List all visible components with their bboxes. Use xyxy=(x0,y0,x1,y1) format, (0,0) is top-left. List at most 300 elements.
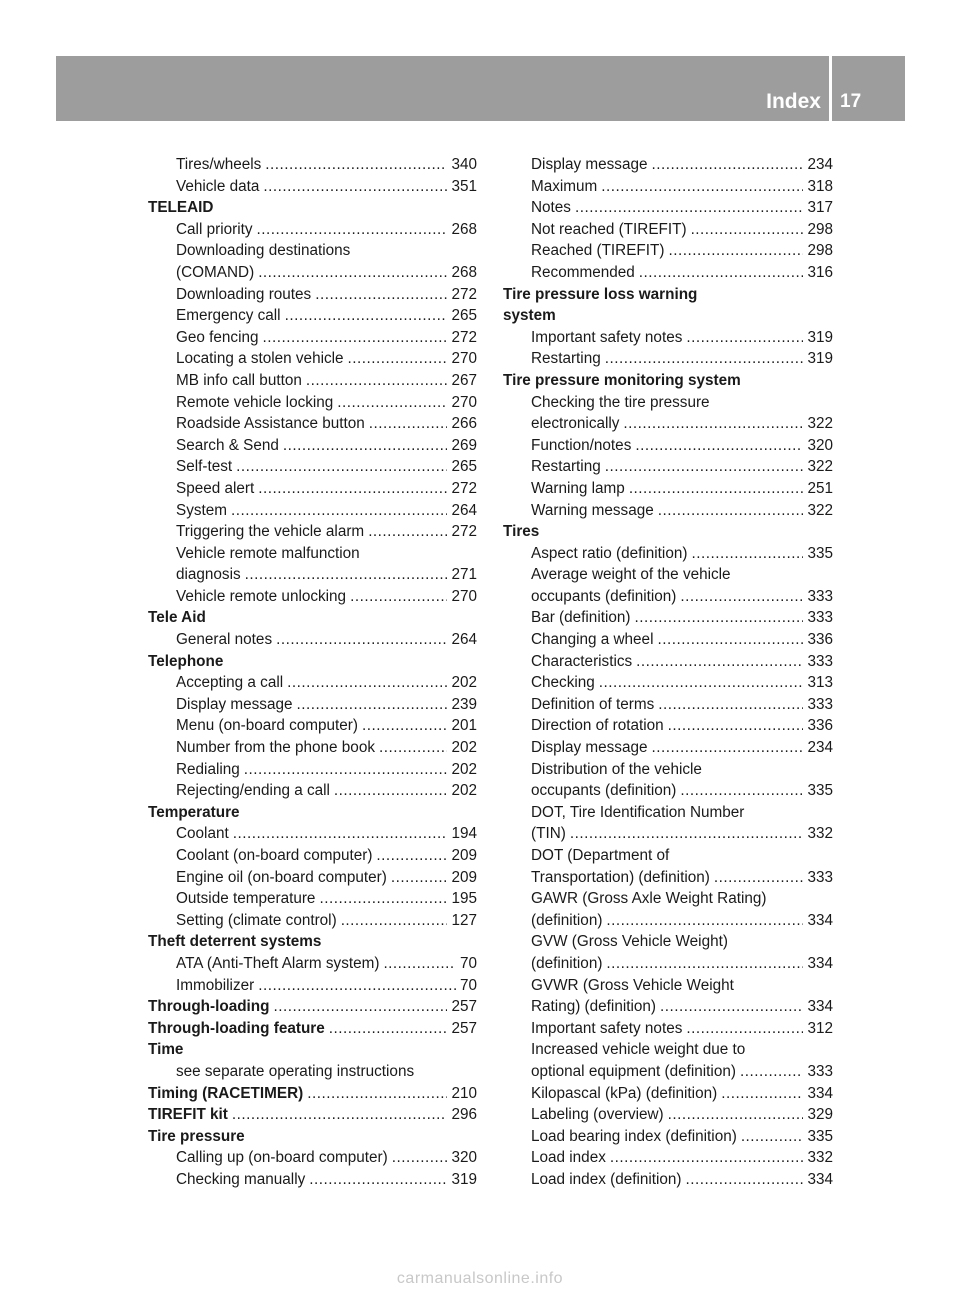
index-entry xyxy=(503,1169,833,1191)
index-page-ref: 320 xyxy=(451,1149,477,1167)
index-entry xyxy=(148,1104,477,1126)
index-column-left xyxy=(148,154,477,1191)
dot-leader xyxy=(383,953,456,975)
index-entry xyxy=(503,910,833,932)
index-page-ref: 333 xyxy=(807,587,833,605)
index-entry-text: Distribution of the vehicle xyxy=(531,760,702,778)
index-entry xyxy=(148,521,477,543)
index-page-ref: 319 xyxy=(451,1170,477,1188)
index-entry-text: Triggering the vehicle alarm xyxy=(176,523,365,541)
index-page-ref: 251 xyxy=(807,479,833,497)
dot-leader xyxy=(348,348,448,370)
index-entry-continued xyxy=(148,240,477,262)
dot-leader xyxy=(276,629,447,651)
index-page-ref: 334 xyxy=(807,954,833,972)
footer-watermark: carmanualsonline.info xyxy=(396,1270,564,1287)
index-entry xyxy=(148,715,477,737)
index-entry xyxy=(503,1147,833,1169)
index-heading-text: Tire pressure monitoring system xyxy=(503,371,741,389)
index-entry xyxy=(148,219,477,241)
dot-leader xyxy=(274,996,448,1018)
dot-leader xyxy=(309,1169,447,1191)
index-page-ref: 209 xyxy=(451,868,477,886)
index-entry-text: Calling up (on-board computer) xyxy=(176,1149,388,1167)
index-entry xyxy=(503,435,833,457)
index-entry xyxy=(148,1083,477,1105)
index-page-ref: 272 xyxy=(451,328,477,346)
index-page-ref: 332 xyxy=(807,1149,833,1167)
index-entry xyxy=(503,154,833,176)
index-page-ref: 268 xyxy=(451,220,477,238)
index-heading xyxy=(148,651,477,673)
index-heading xyxy=(503,521,833,543)
index-entry-text: Menu (on-board computer) xyxy=(176,717,358,735)
index-heading xyxy=(503,305,833,327)
dot-leader xyxy=(257,219,448,241)
index-page-ref: 334 xyxy=(807,998,833,1016)
index-entry-text: Load bearing index (definition) xyxy=(531,1127,737,1145)
index-entry-text: Function/notes xyxy=(531,436,632,454)
index-heading-text: Telephone xyxy=(148,652,224,670)
index-entry-text: Checking xyxy=(531,674,595,692)
index-column-right xyxy=(503,154,833,1191)
dot-leader xyxy=(283,435,448,457)
index-entry xyxy=(148,176,477,198)
dot-leader xyxy=(368,521,447,543)
page-number: 17 xyxy=(840,91,862,112)
index-entry xyxy=(148,737,477,759)
index-entry xyxy=(503,413,833,435)
index-entry-continued xyxy=(503,1039,833,1061)
index-entry-text: occupants (definition) xyxy=(531,587,677,605)
index-entry-text: GVWR (Gross Vehicle Weight xyxy=(531,976,734,994)
index-page-ref: 340 xyxy=(451,156,477,173)
index-page-ref: 264 xyxy=(451,501,477,519)
index-page-ref: 209 xyxy=(451,847,477,864)
index-entry-text: Changing a wheel xyxy=(531,631,654,649)
dot-leader xyxy=(691,219,804,241)
index-entry-text: Restarting xyxy=(531,350,601,368)
dot-leader xyxy=(392,1147,448,1169)
index-entry-text: Accepting a call xyxy=(176,674,284,692)
index-page-ref: 320 xyxy=(807,436,833,454)
index-entry xyxy=(503,1126,833,1148)
index-entry-text: Display message xyxy=(531,739,648,757)
index-page-ref: 270 xyxy=(451,350,477,368)
index-entry-text: Remote vehicle locking xyxy=(176,393,334,411)
dot-leader xyxy=(668,715,804,737)
dot-leader xyxy=(287,672,447,694)
index-page-ref: 335 xyxy=(807,544,833,562)
index-entry-text: Checking manually xyxy=(176,1170,306,1188)
index-page-ref: 316 xyxy=(807,263,833,281)
header-separator xyxy=(829,56,832,121)
index-page-ref: 70 xyxy=(459,976,477,994)
dot-leader xyxy=(233,823,448,845)
index-page-ref: 336 xyxy=(807,631,833,649)
index-entry-text: Coolant (on-board computer) xyxy=(176,847,373,864)
index-entry-text: Warning message xyxy=(531,501,654,519)
index-page-ref: 312 xyxy=(807,1019,833,1037)
index-entry xyxy=(148,284,477,306)
index-page-ref: 70 xyxy=(459,954,477,972)
index-entry xyxy=(148,586,477,608)
index-heading-text: Theft deterrent systems xyxy=(148,933,322,951)
dot-leader xyxy=(610,1147,804,1169)
dot-leader xyxy=(258,975,456,997)
index-entry-text: Downloading destinations xyxy=(176,242,351,260)
dot-leader xyxy=(258,478,447,500)
index-page-ref: 333 xyxy=(807,868,833,886)
index-entry-text: Checking the tire pressure xyxy=(531,393,710,411)
index-page-ref: 269 xyxy=(451,436,477,454)
index-heading-text: Time xyxy=(148,1041,184,1059)
index-page-ref: 319 xyxy=(807,350,833,368)
index-page-ref: 335 xyxy=(807,1127,833,1145)
dot-leader xyxy=(721,1083,803,1105)
index-entry-text: (definition) xyxy=(531,954,603,972)
dot-leader xyxy=(244,759,448,781)
index-page-ref: 322 xyxy=(807,501,833,519)
index-entry-text: Immobilizer xyxy=(176,976,255,994)
index-heading-text: Tele Aid xyxy=(148,609,206,627)
dot-leader xyxy=(285,305,448,327)
index-entry-text: Average weight of the vehicle xyxy=(531,566,731,584)
index-entry-text: Through-loading xyxy=(148,998,270,1016)
index-entry xyxy=(148,910,477,932)
dot-leader xyxy=(575,197,804,219)
index-entry-text: Kilopascal (kPa) (definition) xyxy=(531,1084,718,1102)
index-entry xyxy=(148,694,477,716)
index-entry-text: Speed alert xyxy=(176,479,255,497)
index-entry xyxy=(148,327,477,349)
index-entry-text: General notes xyxy=(176,631,273,649)
index-page-ref: 272 xyxy=(451,285,477,303)
dot-leader xyxy=(605,456,804,478)
dot-leader xyxy=(623,413,803,435)
index-page-ref: 272 xyxy=(451,479,477,497)
index-page-ref: 202 xyxy=(451,674,477,692)
dot-leader xyxy=(369,413,448,435)
dot-leader xyxy=(570,823,804,845)
index-entry xyxy=(503,586,833,608)
index-entry-continued xyxy=(503,802,833,824)
index-entry xyxy=(148,392,477,414)
index-entry-text: Timing (RACETIMER) xyxy=(148,1084,304,1102)
index-entry-continued xyxy=(503,392,833,414)
index-entry xyxy=(148,953,477,975)
dot-leader xyxy=(740,1061,804,1083)
index-page-ref: 335 xyxy=(807,782,833,800)
index-entry-text: Load index xyxy=(531,1149,606,1167)
dot-leader xyxy=(691,543,803,565)
index-entry-text: occupants (definition) xyxy=(531,782,677,800)
dot-leader xyxy=(634,607,803,629)
index-entry-text: Call priority xyxy=(176,220,253,238)
index-entry-text: Locating a stolen vehicle xyxy=(176,350,344,368)
index-entry xyxy=(148,629,477,651)
index-entry xyxy=(148,780,477,802)
index-entry xyxy=(148,1169,477,1191)
index-entry-text: Load index (definition) xyxy=(531,1170,682,1188)
index-entry xyxy=(148,823,477,845)
index-page-ref: 234 xyxy=(807,739,833,757)
index-heading-text: system xyxy=(503,307,556,325)
index-page-ref: 195 xyxy=(451,890,477,908)
dot-leader xyxy=(334,780,448,802)
dot-leader xyxy=(668,240,803,262)
index-entry-text: see separate operating instructions xyxy=(176,1062,415,1080)
dot-leader xyxy=(329,1018,448,1040)
index-entry xyxy=(503,197,833,219)
index-page-ref: 194 xyxy=(451,825,477,843)
dot-leader xyxy=(714,867,804,889)
index-heading-text: Tire pressure xyxy=(148,1127,245,1145)
index-entry xyxy=(148,759,477,781)
index-entry xyxy=(503,348,833,370)
dot-leader xyxy=(296,694,447,716)
index-page-ref: 202 xyxy=(451,739,477,757)
dot-leader xyxy=(686,1018,803,1040)
index-entry-text: Warning lamp xyxy=(531,479,625,497)
index-entry xyxy=(148,262,477,284)
dot-leader xyxy=(686,327,803,349)
dot-leader xyxy=(660,996,803,1018)
index-entry-continued xyxy=(503,845,833,867)
index-page-ref: 334 xyxy=(807,911,833,929)
dot-leader xyxy=(319,888,447,910)
index-entry-text: Rating) (definition) xyxy=(531,998,656,1016)
dot-leader xyxy=(599,672,804,694)
dot-leader xyxy=(741,1126,804,1148)
index-entry xyxy=(503,737,833,759)
index-entry-text: Increased vehicle weight due to xyxy=(531,1041,746,1059)
index-page-ref: 268 xyxy=(451,263,477,281)
dot-leader xyxy=(236,456,447,478)
dot-leader xyxy=(231,500,447,522)
index-entry-text: Emergency call xyxy=(176,307,281,325)
index-entry-text: Through-loading feature xyxy=(148,1019,325,1037)
dot-leader xyxy=(606,910,803,932)
index-entry xyxy=(148,456,477,478)
index-entry-text: Rejecting/ending a call xyxy=(176,782,330,800)
index-entry-text: optional equipment (definition) xyxy=(531,1062,736,1080)
dot-leader xyxy=(680,780,803,802)
index-page-ref: 202 xyxy=(451,782,477,800)
index-entry-text: Vehicle remote unlocking xyxy=(176,587,347,605)
index-entry-text: Transportation) (definition) xyxy=(531,868,710,886)
dot-leader xyxy=(639,262,804,284)
dot-leader xyxy=(263,176,447,198)
index-heading xyxy=(503,370,833,392)
dot-leader xyxy=(636,651,803,673)
index-entry xyxy=(148,867,477,889)
index-entry xyxy=(503,1018,833,1040)
index-entry xyxy=(148,845,477,867)
index-entry-continued xyxy=(503,888,833,910)
index-entry-text: Definition of terms xyxy=(531,695,655,713)
dot-leader xyxy=(307,1083,447,1105)
index-entry xyxy=(503,651,833,673)
index-entry xyxy=(503,456,833,478)
index-entry-continued xyxy=(148,1061,477,1083)
index-page-ref: 351 xyxy=(451,177,477,195)
dot-leader xyxy=(657,629,803,651)
dot-leader xyxy=(651,737,803,759)
index-entry-text: Coolant xyxy=(176,825,229,843)
dot-leader xyxy=(601,176,803,198)
index-page-ref: 329 xyxy=(807,1106,833,1124)
index-entry-text: Not reached (TIREFIT) xyxy=(531,220,687,238)
index-entry-text: Vehicle data xyxy=(176,177,260,195)
index-page-ref: 270 xyxy=(451,587,477,605)
index-page-ref: 127 xyxy=(451,911,477,929)
index-entry-text: Downloading routes xyxy=(176,285,312,303)
index-heading-text: Temperature xyxy=(148,803,240,821)
index-page-ref: 202 xyxy=(451,760,477,778)
dot-leader xyxy=(337,392,447,414)
index-entry-text: Important safety notes xyxy=(531,328,683,346)
dot-leader xyxy=(606,953,803,975)
dot-leader xyxy=(651,154,803,176)
index-entry xyxy=(503,607,833,629)
index-entry-text: Reached (TIREFIT) xyxy=(531,242,665,260)
index-entry xyxy=(503,176,833,198)
index-page-ref: 265 xyxy=(451,458,477,476)
index-entry-continued xyxy=(503,975,833,997)
index-entry-text: Characteristics xyxy=(531,652,633,670)
index-page-ref: 298 xyxy=(807,242,833,260)
index-entry xyxy=(148,564,477,586)
index-entry xyxy=(503,629,833,651)
index-page-ref: 318 xyxy=(807,177,833,195)
index-page-ref: 319 xyxy=(807,328,833,346)
index-page-ref: 336 xyxy=(807,717,833,735)
index-entry xyxy=(148,888,477,910)
index-entry xyxy=(503,1061,833,1083)
index-page-ref: 267 xyxy=(451,371,477,389)
index-entry-text: Direction of rotation xyxy=(531,717,664,735)
index-heading xyxy=(148,607,477,629)
dot-leader xyxy=(635,435,803,457)
index-entry xyxy=(503,327,833,349)
index-entry-text: DOT (Department of xyxy=(531,847,670,864)
dot-leader xyxy=(362,715,448,737)
dot-leader xyxy=(245,564,448,586)
dot-leader xyxy=(350,586,447,608)
index-entry xyxy=(503,543,833,565)
index-page-ref: 298 xyxy=(807,220,833,238)
index-heading-text: TELEAID xyxy=(148,199,214,217)
index-entry xyxy=(148,500,477,522)
index-entry-text: (TIN) xyxy=(531,825,566,843)
dot-leader xyxy=(232,1104,448,1126)
index-page-ref: 322 xyxy=(807,415,833,433)
dot-leader xyxy=(629,478,804,500)
index-entry xyxy=(503,478,833,500)
index-entry xyxy=(148,672,477,694)
dot-leader xyxy=(605,348,804,370)
index-page-ref: 296 xyxy=(451,1106,477,1124)
index-entry-text: Important safety notes xyxy=(531,1019,683,1037)
index-entry-continued xyxy=(503,759,833,781)
index-entry-text: Engine oil (on-board computer) xyxy=(176,868,387,886)
index-entry-text: Recommended xyxy=(531,263,635,281)
index-entry-text: Tires/wheels xyxy=(176,156,262,173)
dot-leader xyxy=(391,867,448,889)
index-heading xyxy=(148,1126,477,1148)
index-entry xyxy=(503,262,833,284)
index-entry-text: Notes xyxy=(531,199,571,217)
index-entry-text: Roadside Assistance button xyxy=(176,415,365,433)
index-entry xyxy=(503,219,833,241)
index-page-ref: 257 xyxy=(451,998,477,1016)
index-page-ref: 270 xyxy=(451,393,477,411)
index-entry xyxy=(148,154,477,176)
index-entry xyxy=(148,996,477,1018)
dot-leader xyxy=(376,845,447,867)
index-entry-text: Display message xyxy=(176,695,293,713)
index-entry-text: GAWR (Gross Axle Weight Rating) xyxy=(531,890,767,908)
index-heading xyxy=(148,1039,477,1061)
index-page-ref: 257 xyxy=(451,1019,477,1037)
index-entry-text: Self-test xyxy=(176,458,233,476)
index-entry-text: Labeling (overview) xyxy=(531,1106,664,1124)
index-entry-text: Number from the phone book xyxy=(176,739,375,757)
index-heading xyxy=(148,931,477,953)
index-page-ref: 239 xyxy=(451,695,477,713)
index-entry xyxy=(503,715,833,737)
index-page-ref: 333 xyxy=(807,1062,833,1080)
dot-leader xyxy=(668,1104,804,1126)
index-entry-text: Maximum xyxy=(531,177,598,195)
index-page-ref: 333 xyxy=(807,609,833,627)
dot-leader xyxy=(680,586,803,608)
index-entry xyxy=(503,694,833,716)
index-page-ref: 322 xyxy=(807,458,833,476)
index-page-ref: 266 xyxy=(451,415,477,433)
dot-leader xyxy=(258,262,447,284)
dot-leader xyxy=(263,327,448,349)
index-entry xyxy=(148,478,477,500)
index-entry xyxy=(503,823,833,845)
index-entry-text: (definition) xyxy=(531,911,603,929)
index-entry xyxy=(503,240,833,262)
index-entry-text: GVW (Gross Vehicle Weight) xyxy=(531,933,728,951)
dot-leader xyxy=(306,370,448,392)
dot-leader xyxy=(658,694,803,716)
index-entry-text: diagnosis xyxy=(176,566,241,584)
index-page-ref: 272 xyxy=(451,523,477,541)
index-entry-text: TIREFIT kit xyxy=(148,1106,228,1124)
index-page-ref: 317 xyxy=(807,199,833,217)
index-page-ref: 334 xyxy=(807,1170,833,1188)
index-page-ref: 201 xyxy=(451,717,477,735)
index-page-ref: 332 xyxy=(807,825,833,843)
index-entry xyxy=(503,953,833,975)
index-page-ref: 333 xyxy=(807,652,833,670)
index-entry-text: Aspect ratio (definition) xyxy=(531,544,688,562)
index-page-ref: 264 xyxy=(451,631,477,649)
index-entry xyxy=(503,780,833,802)
index-entry xyxy=(503,500,833,522)
index-entry-text: DOT, Tire Identification Number xyxy=(531,803,745,821)
dot-leader xyxy=(341,910,448,932)
index-entry-text: Geo fencing xyxy=(176,328,259,346)
dot-leader xyxy=(265,154,447,176)
index-page-ref: 334 xyxy=(807,1084,833,1102)
index-entry xyxy=(148,435,477,457)
